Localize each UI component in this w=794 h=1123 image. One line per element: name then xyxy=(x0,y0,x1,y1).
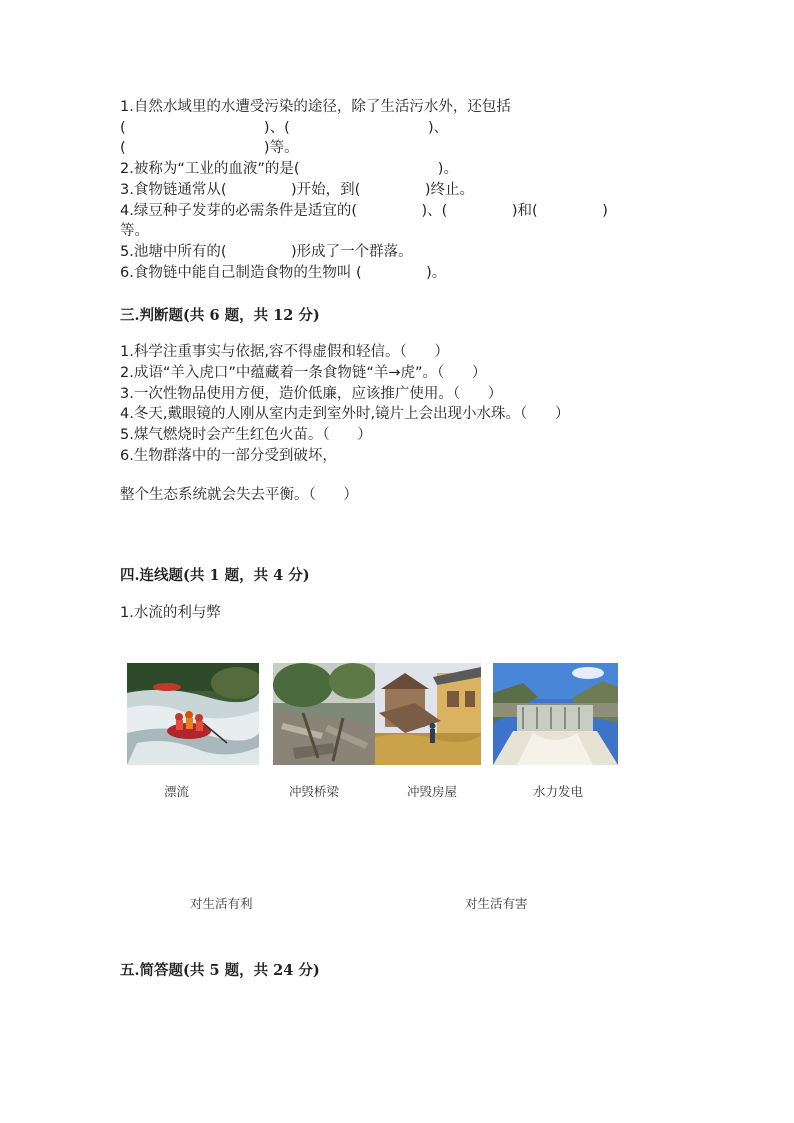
destroyed-bridge-photo xyxy=(273,663,375,765)
fill-in-line-4: 2.被称为“工业的血液”的是( )。 xyxy=(120,161,458,177)
judge-line-6-continuation: 整个生态系统就会失去平衡。（ ） xyxy=(120,487,358,503)
fill-in-line-3: ( )等。 xyxy=(120,140,299,156)
fill-in-line-6: 4.绿豆种子发芽的必需条件是适宜的( )、( )和( ) xyxy=(120,203,608,219)
judge-line-1: 1.科学注重事实与依据,容不得虚假和轻信。（ ） xyxy=(120,344,449,360)
fill-in-line-7: 等。 xyxy=(120,223,149,239)
category-beneficial: 对生活有利 xyxy=(190,897,253,911)
judge-line-2: 2.成语“羊入虎口”中蕴藏着一条食物链“羊→虎”。（ ） xyxy=(120,365,487,381)
fill-in-line-1: 1.自然水域里的水遭受污染的途径，除了生活污水外，还包括 xyxy=(120,99,511,115)
judge-line-3: 3.一次性物品使用方便，造价低廉，应该推广使用。（ ） xyxy=(120,386,503,402)
caption-destroyed-house: 冲毁房屋 xyxy=(407,785,458,799)
category-harmful: 对生活有害 xyxy=(465,897,528,911)
hydropower-dam-photo xyxy=(493,663,618,765)
caption-rafting: 漂流 xyxy=(164,785,190,799)
fill-in-line-5: 3.食物链通常从( )开始，到( )终止。 xyxy=(120,182,475,198)
matching-question: 1.水流的利与弊 xyxy=(120,605,221,621)
judge-line-4: 4.冬天,戴眼镜的人刚从室内走到室外时,镜片上会出现小水珠。（ ） xyxy=(120,406,570,422)
fill-in-line-9: 6.食物链中能自己制造食物的生物叫 ( )。 xyxy=(120,265,447,281)
fill-in-line-2: ( )、( )、 xyxy=(120,120,449,136)
destroyed-house-photo xyxy=(375,663,481,765)
section-heading-short-answer: 五.简答题(共 5 题，共 24 分) xyxy=(120,962,320,979)
judge-line-6: 6.生物群落中的一部分受到破坏， xyxy=(120,448,337,464)
rafting-photo xyxy=(127,663,259,765)
fill-in-line-8: 5.池塘中所有的( )形成了一个群落。 xyxy=(120,244,413,260)
section-heading-judge: 三.判断题(共 6 题，共 12 分) xyxy=(120,307,320,324)
caption-hydropower: 水力发电 xyxy=(533,785,584,799)
caption-destroyed-bridge: 冲毁桥梁 xyxy=(289,785,340,799)
judge-line-5: 5.煤气燃烧时会产生红色火苗。（ ） xyxy=(120,427,372,443)
section-heading-matching: 四.连线题(共 1 题，共 4 分) xyxy=(120,567,310,584)
